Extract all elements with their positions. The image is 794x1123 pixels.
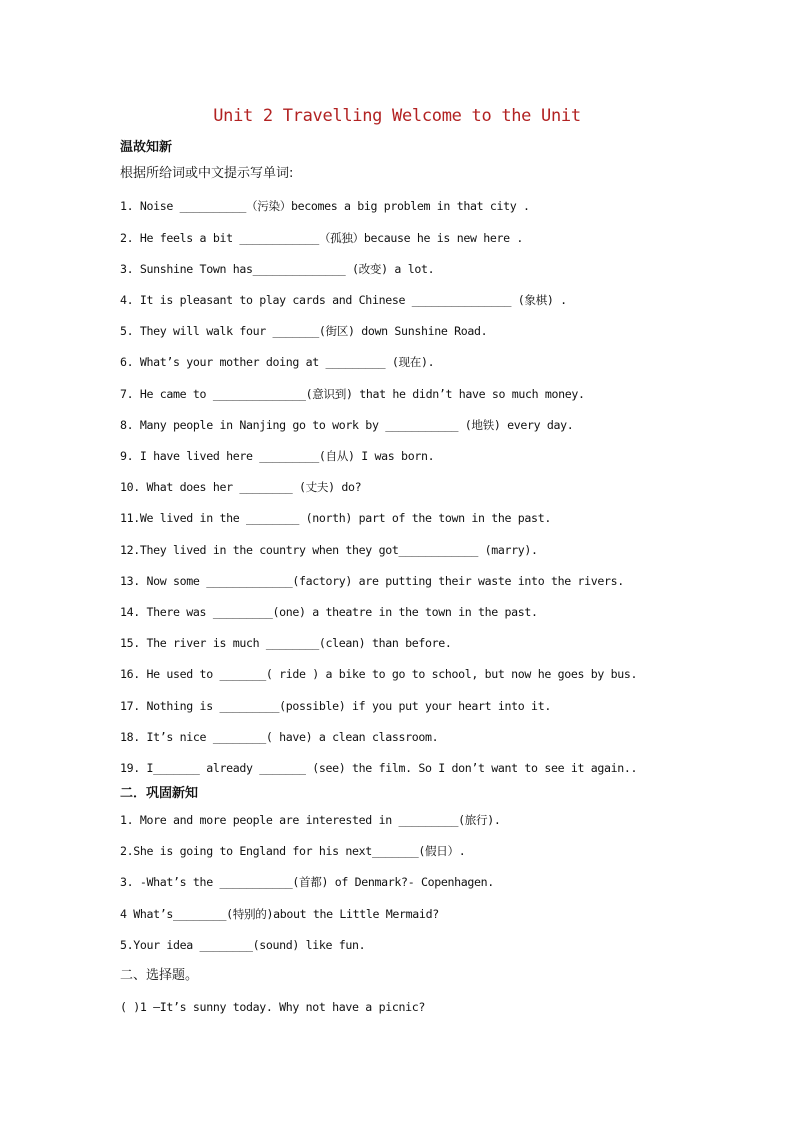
exercise-item-11: 11.We lived in the ________ (north) part of the town in the past. [120,511,551,525]
exercise-item-19: 19. I_______ already _______ (see) the film. So I don’t want to see it again.. [120,761,638,775]
section1-heading: 温故知新 [120,140,173,155]
review-item-3: 3. -What’s the ___________(首都) of Denmark?- Copenhagen. [120,875,494,889]
exercise-item-3: 3. Sunshine Town has______________ (改变) a lot. [120,262,435,276]
exercise-item-8: 8. Many people in Nanjing go to work by ___________ (地铁) every day. [120,418,574,432]
review-item-5: 5.Your idea ________(sound) like fun. [120,938,366,952]
choice-item-1: ( )1 –It’s sunny today. Why not have a picnic? [120,1000,425,1014]
section3-heading: 二、选择题。 [120,968,199,983]
exercise-item-6: 6. What’s your mother doing at _________ (现在). [120,355,435,369]
exercise-item-17: 17. Nothing is _________(possible) if you put your heart into it. [120,699,551,713]
review-item-2: 2.She is going to England for his next_______(假日）. [120,844,466,858]
exercise-item-14: 14. There was _________(one) a theatre in the town in the past. [120,605,538,619]
exercise-item-13: 13. Now some _____________(factory) are putting their waste into the rivers. [120,574,624,588]
exercise-item-12: 12.They lived in the country when they got____________ (marry). [120,543,538,557]
exercise-item-16: 16. He used to _______( ride ) a bike to go to school, but now he goes by bus. [120,667,638,681]
exercise-item-15: 15. The river is much ________(clean) than before. [120,636,452,650]
exercise-item-5: 5. They will walk four _______(街区) down Sunshine Road. [120,324,488,338]
review-item-1: 1. More and more people are interested in _________(旅行). [120,813,501,827]
section2-heading: 二．巩固新知 [120,786,199,801]
section1-instruction: 根据所给词或中文提示写单词: [120,166,294,181]
exercise-item-18: 18. It’s nice ________( have) a clean classroom. [120,730,439,744]
exercise-item-1: 1. Noise __________（污染）becomes a big problem in that city . [120,199,530,213]
exercise-item-9: 9. I have lived here _________(自从) I was born. [120,449,435,463]
exercise-item-7: 7. He came to ______________(意识到) that he didn’t have so much money. [120,387,585,401]
review-item-4: 4 What’s________(特别的)about the Little Mermaid? [120,907,439,921]
page-title: Unit 2 Travelling Welcome to the Unit [213,106,581,126]
exercise-item-4: 4. It is pleasant to play cards and Chinese _______________ (象棋) . [120,293,567,307]
exercise-item-10: 10. What does her ________ (丈夫) do? [120,480,362,494]
exercise-item-2: 2. He feels a bit ____________（孤独）because he is new here . [120,231,523,245]
